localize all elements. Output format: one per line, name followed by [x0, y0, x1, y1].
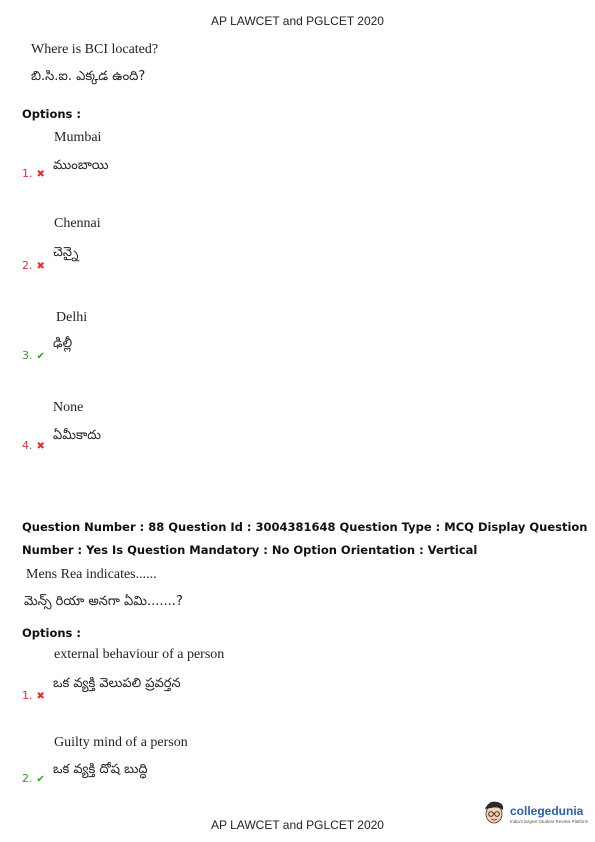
cross-icon: ✖ [36, 691, 45, 702]
q1-question-english: Where is BCI located? [31, 42, 159, 57]
q1-option-4-number: 4. ✖ [22, 439, 45, 452]
q1-option-3-english: Delhi [56, 310, 88, 325]
q1-option-4-english: None [53, 400, 84, 415]
q2-option-1-number: 1. ✖ [22, 689, 45, 702]
q2-meta-line-1: Question Number : 88 Question Id : 3004381648 Question Type : MCQ Display Question [22, 520, 588, 534]
q1-option-1-telugu: ముంబాయి [53, 158, 109, 173]
q2-meta-line-2: Number : Yes Is Question Mandatory : No Option Orientation : Vertical [22, 543, 478, 557]
q2-option-1-english: external behaviour of a person [54, 647, 225, 662]
q2-option-2-telugu: ఒక వ్యక్తి దోష బుద్ధి [53, 762, 148, 777]
q1-option-3-number: 3. ✔ [22, 349, 45, 362]
q2-option-2-english: Guilty mind of a person [54, 735, 188, 750]
q1-question-telugu: బి.సి.ఐ. ఎక్కడ ఉంది? [31, 69, 146, 84]
q2-question-english: Mens Rea indicates...... [26, 567, 157, 582]
q1-option-2-english: Chennai [54, 216, 101, 231]
q1-options-label: Options : [22, 107, 81, 121]
q1-option-2-telugu: చెన్నై [53, 245, 79, 260]
q2-option-1-telugu: ఒక వ్యక్తి వెలుపలి ప్రవర్తన [53, 676, 181, 691]
cross-icon: ✖ [36, 261, 45, 272]
q1-option-2-number: 2. ✖ [22, 259, 45, 272]
collegedunia-logo [483, 800, 588, 830]
check-icon: ✔ [36, 774, 45, 785]
logo-tagline: India's largest Student Review Platform [510, 819, 589, 824]
q2-options-label: Options : [22, 626, 81, 640]
q1-option-1-english: Mumbai [54, 130, 102, 145]
q2-question-telugu: మెన్స్ రియా అనగా ఏమి.......? [24, 594, 183, 609]
q1-option-3-telugu: ఢిల్లీ [53, 336, 73, 351]
page-footer: AP LAWCET and PGLCET 2020 [211, 818, 384, 832]
q2-option-2-number: 2. ✔ [22, 772, 45, 785]
q1-option-1-number: 1. ✖ [22, 167, 45, 180]
logo-brand-text: collegedunia [510, 804, 584, 818]
cross-icon: ✖ [36, 169, 45, 180]
q1-option-4-telugu: ఏమీకాదు [53, 428, 101, 443]
cross-icon: ✖ [36, 441, 45, 452]
student-mascot-icon [483, 800, 505, 826]
page-header: AP LAWCET and PGLCET 2020 [211, 14, 384, 28]
check-icon: ✔ [36, 351, 45, 362]
